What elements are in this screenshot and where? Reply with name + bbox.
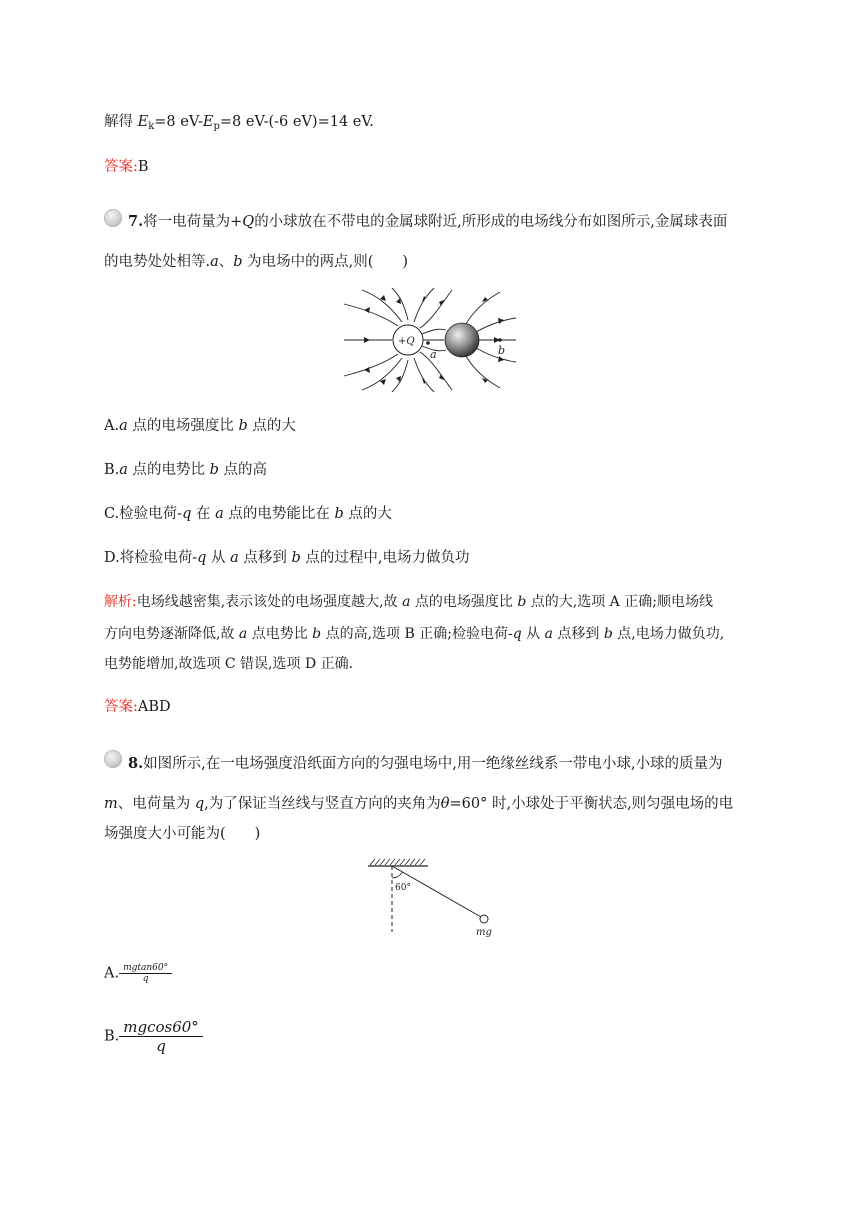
option-text: 点的过程中,电场力做负功 (300, 550, 470, 566)
fraction-b (119, 1018, 203, 1055)
analysis-text: 电势能增加,故选项 C 错误,选项 D 正确. (104, 656, 354, 672)
fraction-numerator: mgcos60° (119, 1018, 203, 1037)
var-q: q (512, 626, 522, 642)
analysis-label: 解析: (104, 594, 137, 610)
subscript-p: p (213, 121, 220, 132)
q8-stem-line1 (128, 752, 722, 773)
answer-line-7 (104, 695, 171, 716)
option-text: 点的大 (343, 506, 392, 522)
point-b-dot (498, 338, 502, 342)
q7-stem-part: 的电势处处相等. (104, 254, 211, 270)
fraction-denominator: q (142, 974, 149, 984)
q7-option-b (104, 458, 267, 479)
answer-value: B (137, 159, 149, 175)
q7-number: 7. (128, 213, 144, 230)
analysis-text: 点,电场力做负功, (612, 626, 725, 642)
fraction-denominator: q (156, 1037, 166, 1055)
point-a-label: a (430, 348, 437, 361)
var-q: q (197, 550, 207, 566)
analysis-text: 从 (521, 626, 545, 642)
q8-number: 8. (128, 755, 144, 772)
var-b: b (238, 418, 248, 434)
option-text: C.检验电荷- (104, 506, 183, 522)
var-a: a (119, 462, 128, 478)
fraction-a (119, 963, 172, 984)
metal-sphere (445, 323, 479, 357)
option-text: 点的大 (247, 418, 296, 434)
analysis-text: 点的高,选项 B 正确;检验电荷- (321, 626, 513, 642)
var-a: a (230, 550, 239, 566)
var-q: q (182, 506, 192, 522)
q8-option-a (104, 963, 172, 984)
var-b: b (517, 594, 527, 610)
charge-label: +Q (398, 336, 415, 347)
q8-stem-part: 、电荷量为 (117, 796, 195, 812)
option-label: B. (104, 1028, 120, 1045)
q7-stem-part: 为电场中的两点,则( ) (242, 254, 409, 270)
q8-stem-part: 场强度大小可能为( ) (104, 826, 261, 842)
q7-stem-line1 (128, 210, 727, 231)
q8-stem-line3 (104, 822, 260, 843)
answer-label: 答案: (104, 699, 138, 715)
var-m: m (104, 796, 118, 812)
var-a: a (544, 626, 553, 642)
q7-stem-part: 将一电荷量为+ (143, 214, 243, 230)
q7-stem-part: 的小球放在不带电的金属球附近,所形成的电场线分布如图所示,金属球表面 (254, 214, 728, 230)
q7-option-d (104, 546, 470, 567)
q8-stem-line2 (104, 792, 733, 813)
var-a: a (238, 626, 248, 642)
question-bullet-icon (104, 750, 122, 768)
var-a: a (402, 594, 411, 610)
var-a: a (119, 418, 128, 434)
angle-label: 60° (395, 883, 411, 893)
q7-option-a (104, 414, 296, 435)
point-a-dot (426, 341, 430, 345)
var-b: b (291, 550, 301, 566)
charged-ball (480, 915, 488, 923)
fraction-numerator: mgtan60° (119, 963, 172, 974)
option-text: B. (104, 462, 120, 478)
analysis-text: 点移到 (552, 626, 604, 642)
analysis-text: 方向电势逐渐降低,故 (104, 626, 239, 642)
q7-stem-part: 、 (218, 254, 234, 270)
angle-arc (392, 872, 402, 878)
q7-stem-line2 (104, 250, 408, 271)
option-text: D.将检验电荷- (104, 550, 198, 566)
var-Ek: E (137, 114, 149, 130)
ceiling-hatch (370, 859, 425, 865)
solution-mid1: =8 eV- (154, 114, 203, 130)
subscript-k: k (148, 121, 155, 132)
var-b: b (603, 626, 613, 642)
option-text: 在 (191, 506, 216, 522)
var-b: b (312, 626, 322, 642)
q8-option-b (104, 1018, 203, 1055)
var-b: b (209, 462, 219, 478)
var-Ep: E (202, 114, 214, 130)
option-text: 点移到 (238, 550, 292, 566)
option-text: 点的高 (218, 462, 268, 478)
var-Q: Q (242, 214, 255, 230)
q8-stem-part: ,为了保证当丝线与竖直方向的夹角为 (204, 796, 441, 812)
solution-line (104, 110, 374, 131)
answer-line-6 (104, 155, 149, 176)
answer-value: ABD (137, 699, 171, 715)
option-text: 点的电场强度比 (127, 418, 239, 434)
var-a: a (215, 506, 224, 522)
q7-electric-field-figure (340, 286, 520, 394)
q8-pendulum-figure (364, 856, 500, 940)
option-text: 点的电势比 (127, 462, 210, 478)
point-b-label: b (498, 344, 506, 357)
option-text: 点的电势能比在 (223, 506, 335, 522)
q8-stem-part: =60° 时,小球处于平衡状态,则匀强电场的电 (449, 796, 734, 812)
solution-prefix: 解得 (104, 114, 138, 130)
q7-analysis-line3 (104, 653, 353, 673)
option-label: A. (104, 965, 120, 982)
var-theta: θ (440, 796, 450, 812)
var-b: b (334, 506, 344, 522)
question-bullet-icon (104, 209, 122, 227)
option-text: A. (104, 418, 120, 434)
mass-label: mg (476, 927, 492, 938)
q7-option-c (104, 502, 392, 523)
answer-label: 答案: (104, 159, 138, 175)
analysis-text: 点电势比 (247, 626, 313, 642)
q7-analysis-line1 (104, 591, 713, 611)
q8-stem-part: 如图所示,在一电场强度沿纸面方向的匀强电场中,用一绝缘丝线系一带电小球,小球的质量为 (143, 756, 723, 772)
var-q: q (194, 796, 205, 812)
analysis-text: 点的电场强度比 (410, 594, 518, 610)
q7-analysis-line2 (104, 623, 724, 643)
solution-result: =8 eV-(-6 eV)=14 eV. (219, 114, 374, 130)
analysis-text: 点的大,选项 A 正确;顺电场线 (526, 594, 713, 610)
analysis-text: 电场线越密集,表示该处的电场强度越大,故 (136, 594, 403, 610)
option-text: 从 (206, 550, 231, 566)
var-a: a (210, 254, 219, 270)
var-b: b (233, 254, 243, 270)
